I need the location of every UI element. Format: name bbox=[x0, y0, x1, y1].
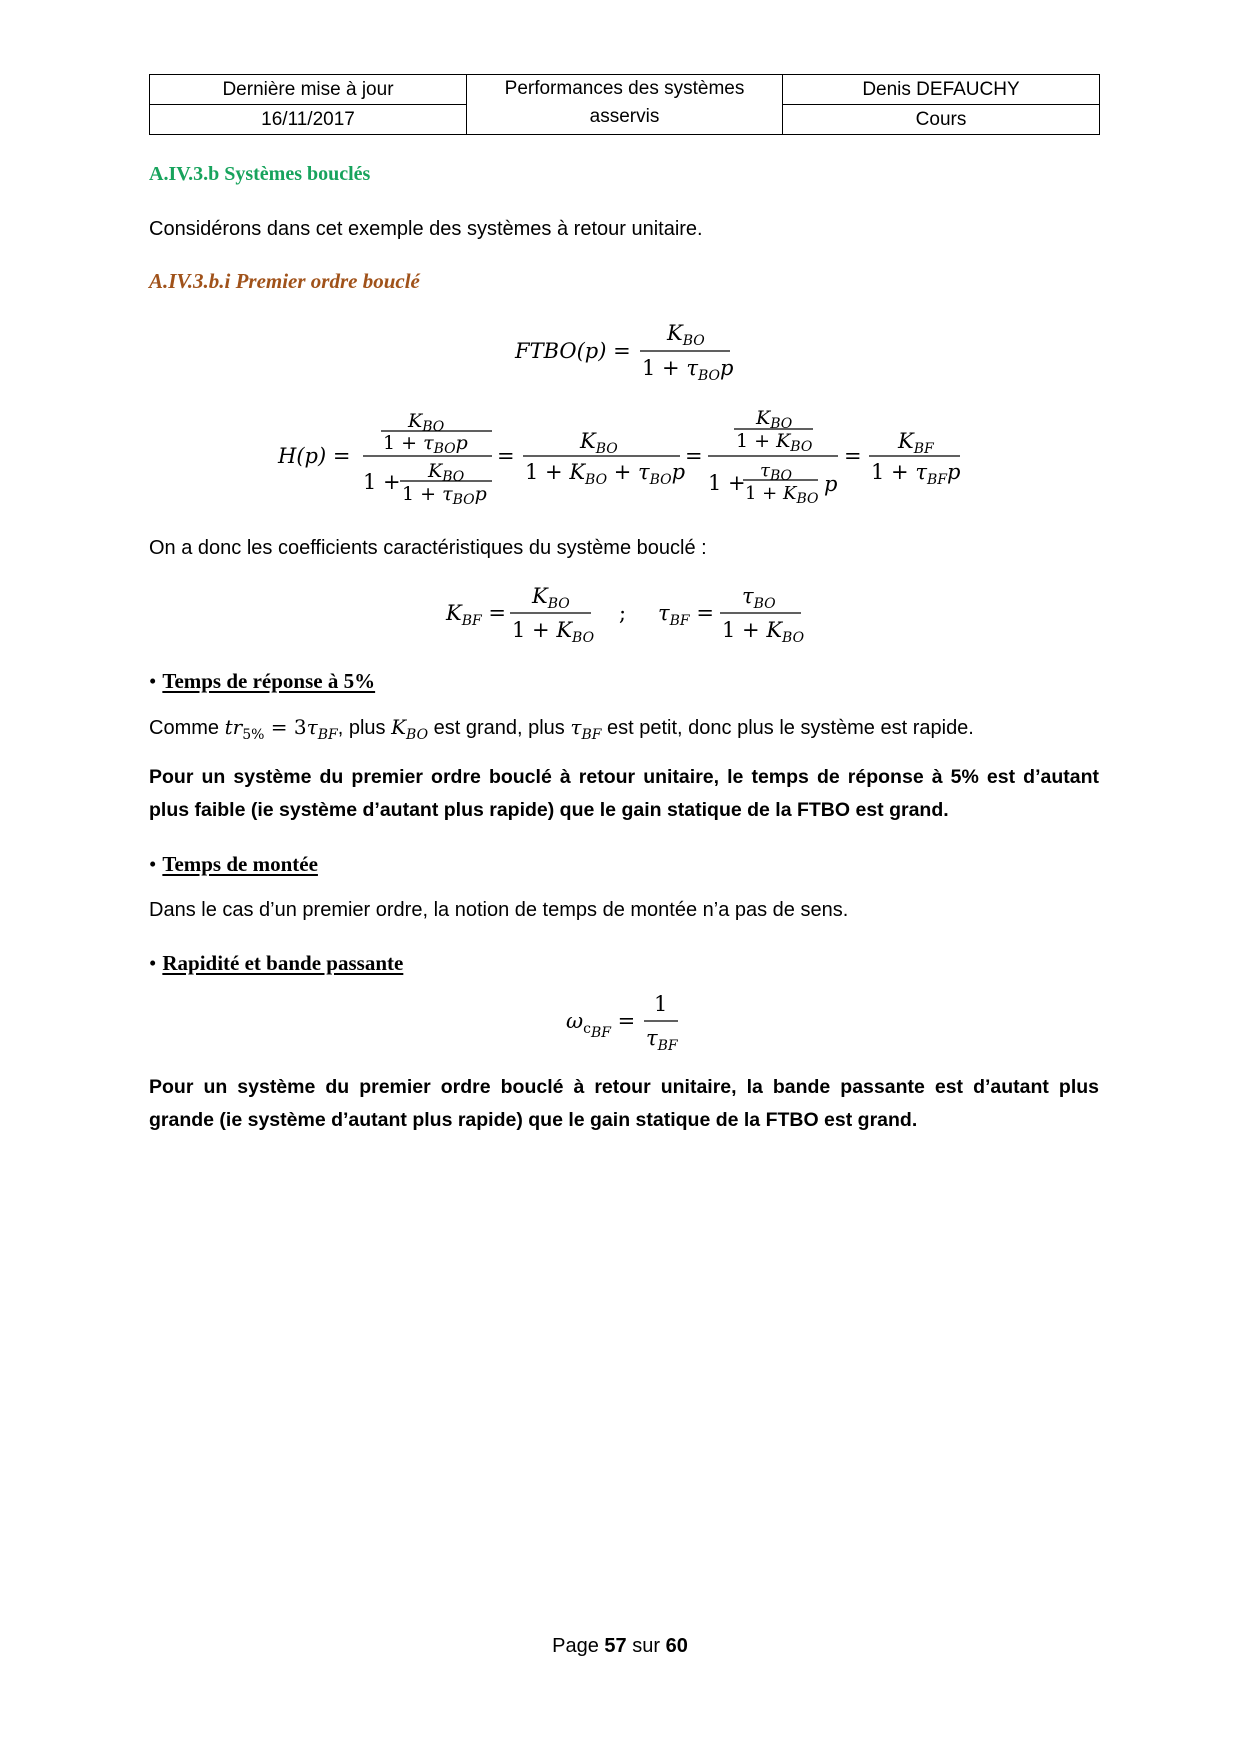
title-line-1: Performances des systèmes bbox=[504, 78, 745, 99]
svg-text:KBO: $K_{BO}$ bbox=[667, 321, 705, 349]
svg-text:p: p bbox=[824, 472, 838, 496]
last-update-label: Dernière mise à jour bbox=[150, 75, 467, 105]
svg-text:1: 1 bbox=[654, 992, 668, 1016]
page-footer: Page 57 sur 60 bbox=[552, 1635, 688, 1657]
coefficients-intro: On a donc les coefficients caractéristiques du système bouclé : bbox=[149, 537, 707, 559]
svg-text:KBO: $K_{BO}$ bbox=[532, 584, 570, 612]
bandwidth-heading: • Rapidité et bande passante bbox=[149, 951, 404, 975]
h-fraction-1 bbox=[363, 410, 492, 508]
bandwidth-conclusion: Pour un système du premier ordre bouclé à retour unitaire, la bande passante est d’autant plus grande (ie système d’autant plus rapide) que le gain statique de la FTBO est grand. bbox=[149, 1076, 1099, 1131]
h-fraction-3 bbox=[708, 407, 838, 507]
svg-text:KBO: $K_{BO}$ bbox=[756, 407, 793, 432]
equation-closed-loop-transfer bbox=[278, 400, 978, 512]
coefficients-separator: ; bbox=[619, 601, 627, 625]
svg-text:=: = bbox=[685, 444, 703, 468]
svg-text:1 + τBFp: $1 + \tau_{BF}p$ bbox=[871, 460, 961, 488]
svg-text:1 + KBO + τBOp: $1 + K_{BO} + \tau_{BO}p$ bbox=[525, 460, 686, 488]
response-time-conclusion: Pour un système du premier ordre bouclé à retour unitaire, le temps de réponse à 5% est d’autant plus faible (ie système d’autant plus rapide) que le gain statique de la FTBO est grand. bbox=[149, 766, 1099, 821]
title-line-2: asservis bbox=[589, 106, 660, 127]
svg-text:τBF =: $\tau_{BF}$ = bbox=[658, 601, 714, 629]
response-time-heading: • Temps de réponse à 5% bbox=[149, 669, 376, 693]
response-time-text: Comme $tr_{5\%} = 3\tau_{BF}$, plus $K_{BO}$ est grand, plus $\tau_{BF}$ est petit, donc plus le système est rapide. bbox=[149, 715, 974, 743]
bullet-icon: • bbox=[149, 852, 157, 876]
equation-coefficients bbox=[446, 580, 806, 650]
svg-text:=: = bbox=[497, 444, 515, 468]
svg-text:ωcBF =: $\omega_cBF$ = bbox=[566, 1009, 636, 1041]
taubf-formula bbox=[658, 584, 805, 646]
header-table bbox=[149, 74, 1100, 135]
svg-text:=: = bbox=[844, 444, 862, 468]
bullet-icon: • bbox=[149, 669, 157, 693]
kbf-formula bbox=[445, 584, 595, 646]
page-number: 57 bbox=[604, 1635, 627, 1657]
svg-text:1 + KBO: $1 + K_{BO}$ bbox=[722, 618, 805, 646]
document-type: Cours bbox=[783, 105, 1100, 135]
svg-text:KBO: $K_{BO}$ bbox=[408, 410, 445, 435]
ftbo-fraction bbox=[640, 321, 733, 384]
h-fraction-2 bbox=[523, 429, 685, 488]
svg-text:KBF =: $K_{BF}$ = bbox=[446, 601, 506, 629]
equation-ftbo bbox=[515, 318, 735, 382]
section-intro: Considérons dans cet exemple des systèmes à retour unitaire. bbox=[149, 218, 703, 240]
equation-cutoff-frequency bbox=[566, 990, 686, 1060]
svg-text:KBF: $K_{BF}$ bbox=[898, 429, 934, 457]
h-lhs: H(p) = bbox=[278, 444, 351, 468]
document-title bbox=[467, 75, 783, 135]
subsection-heading: A.IV.3.b.i Premier ordre bouclé bbox=[149, 269, 420, 293]
svg-text:τBO: $\tau_{BO}$ bbox=[742, 584, 776, 612]
rise-time-text: Dans le cas d’un premier ordre, la notion de temps de montée n’a pas de sens. bbox=[149, 899, 849, 921]
author: Denis DEFAUCHY bbox=[783, 75, 1100, 105]
h-fraction-4 bbox=[869, 429, 960, 488]
bullet-icon: • bbox=[149, 951, 157, 975]
svg-text:1 + KBO: $1 + K_{BO}$ bbox=[512, 618, 595, 646]
svg-text:KBO: $K_{BO}$ bbox=[580, 429, 618, 457]
svg-text:1 +: 1 + bbox=[363, 470, 401, 494]
svg-text:1 + KBO: $1 + K_{BO}$ bbox=[745, 483, 819, 507]
svg-text:KBO: $K_{BO}$ bbox=[428, 460, 465, 485]
svg-text:1 + τBOp: $1 + \tau_{BO}p$ bbox=[383, 432, 468, 457]
section-heading: A.IV.3.b Systèmes bouclés bbox=[149, 163, 371, 185]
total-pages: 60 bbox=[665, 1635, 688, 1657]
svg-text:1 + τBOp: $1 + \tau_{BO}p$ bbox=[642, 356, 734, 384]
svg-text:1 +: 1 + bbox=[708, 471, 746, 495]
update-date: 16/11/2017 bbox=[150, 105, 467, 135]
svg-text:1 + τBOp: $1 + \tau_{BO}p$ bbox=[402, 483, 487, 508]
svg-text:τBO: $\tau_{BO}$ bbox=[760, 460, 792, 484]
svg-text:τBF: $\tau_{BF}$ bbox=[646, 1026, 678, 1054]
rise-time-heading: • Temps de montée bbox=[149, 852, 318, 876]
ftbo-lhs: FTBO(p) = bbox=[515, 339, 631, 363]
svg-text:1 + KBO: $1 + K_{BO}$ bbox=[736, 430, 813, 455]
